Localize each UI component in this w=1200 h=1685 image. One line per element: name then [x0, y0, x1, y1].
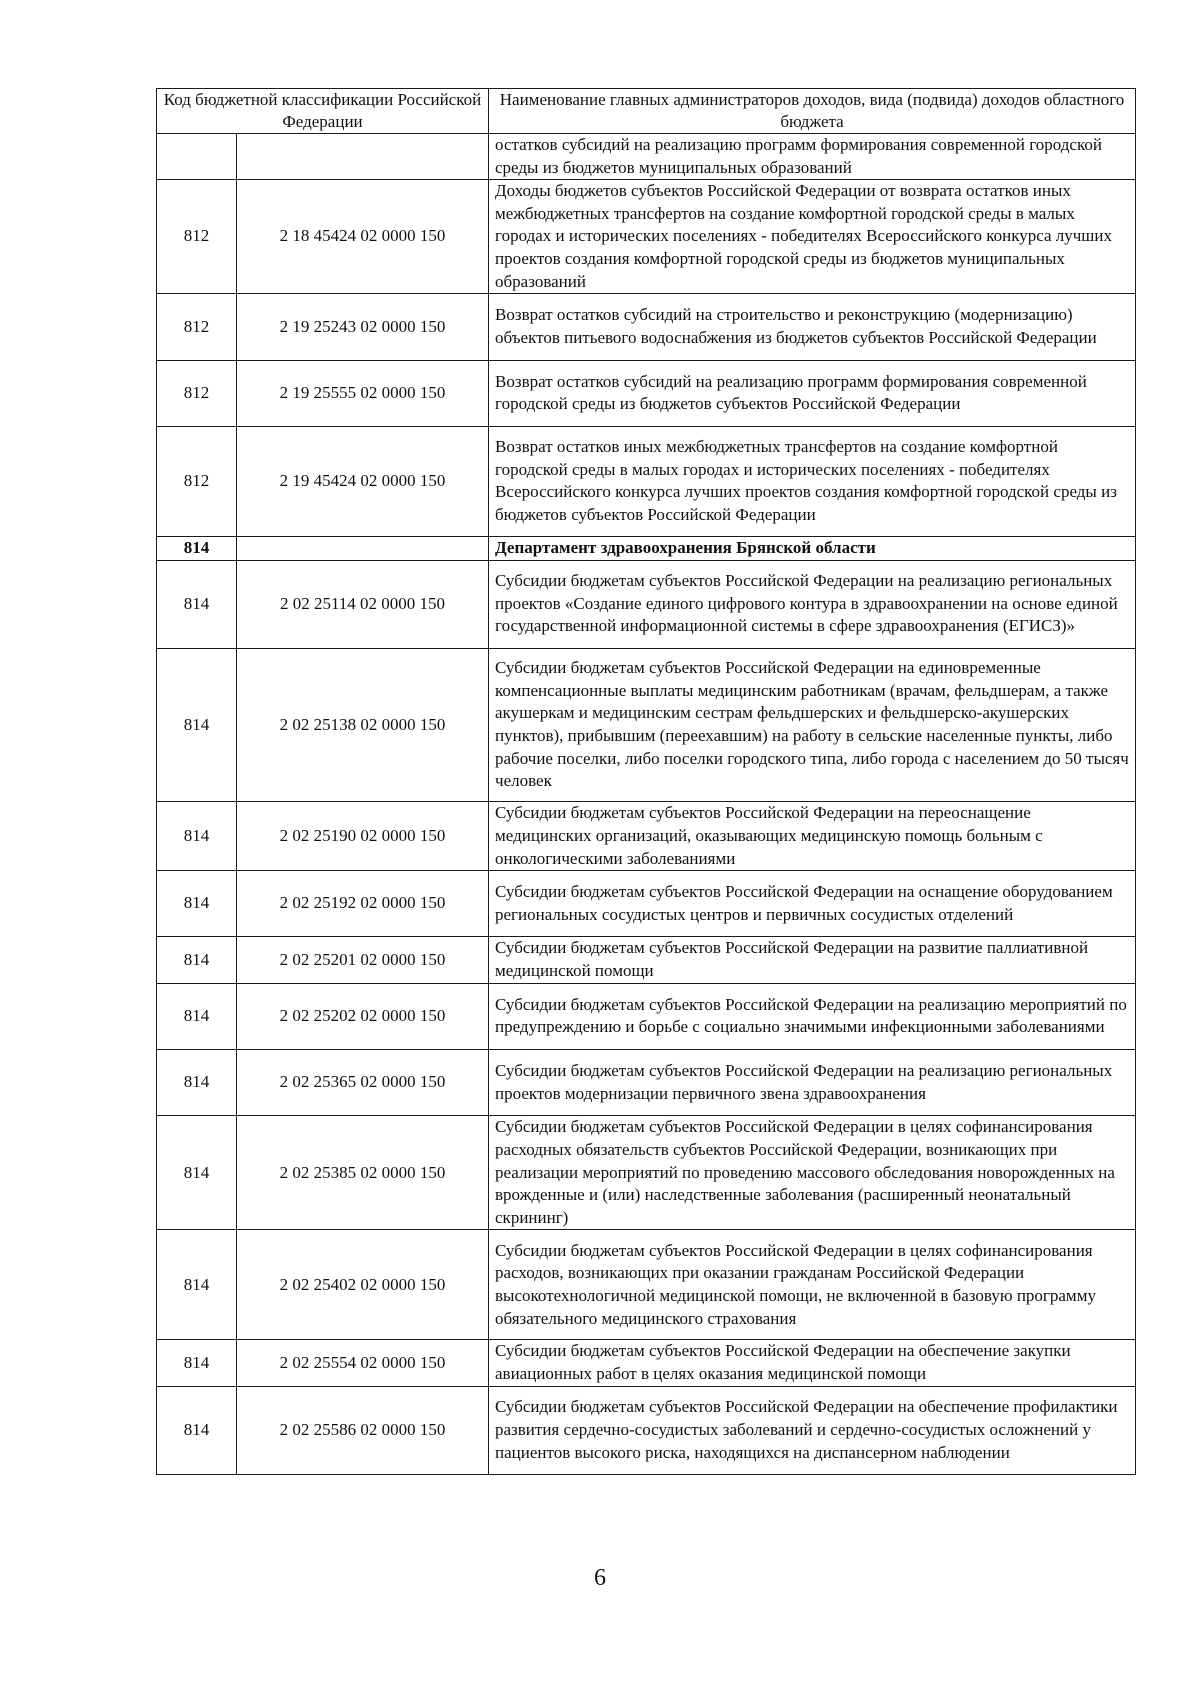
budget-code-cell: 2 02 25201 02 0000 150 [237, 937, 489, 983]
revenue-name-cell: Субсидии бюджетам субъектов Российской Федерации в целях софинансирования расходных обязательств субъектов Российской Федерации, возникающих при реализации мероприятий по проведению массового обследования новорожденных на врожденные и (или) наследственные заболевания (расширенный неонатальный скрининг) [489, 1116, 1136, 1230]
table-row [157, 937, 1136, 983]
budget-code-cell: 2 02 25586 02 0000 150 [237, 1386, 489, 1474]
budget-code-cell [237, 536, 489, 560]
admin-code-cell: 812 [157, 294, 237, 360]
budget-code-cell: 2 02 25190 02 0000 150 [237, 802, 489, 871]
revenue-name-cell: Субсидии бюджетам субъектов Российской Федерации на обеспечение закупки авиационных работ в целях оказания медицинской помощи [489, 1340, 1136, 1386]
revenue-name-cell: Департамент здравоохранения Брянской области [489, 536, 1136, 560]
table-row [157, 1386, 1136, 1474]
revenue-name-cell: Субсидии бюджетам субъектов Российской Федерации на переоснащение медицинских организаций, оказывающих медицинскую помощь больным с онкологическими заболеваниями [489, 802, 1136, 871]
table-row [157, 1050, 1136, 1116]
admin-code-cell: 814 [157, 1116, 237, 1230]
admin-code-cell: 814 [157, 871, 237, 937]
table-header-row [157, 89, 1136, 134]
budget-code-cell: 2 02 25114 02 0000 150 [237, 560, 489, 648]
budget-code-cell: 2 02 25365 02 0000 150 [237, 1050, 489, 1116]
revenue-name-cell: Субсидии бюджетам субъектов Российской Федерации на развитие паллиативной медицинской помощи [489, 937, 1136, 983]
admin-code-cell: 814 [157, 802, 237, 871]
table-body [157, 134, 1136, 1475]
revenue-name-cell: Субсидии бюджетам субъектов Российской Федерации на единовременные компенсационные выплаты медицинским работникам (врачам, фельдшерам, а также акушеркам и медицинским сестрам фельдшерских и фельдшерско-акушерских пунктов), прибывшим (переехавшим) на работу в сельские населенные пункты, либо рабочие поселки, либо поселки городского типа, либо города с населением до 50 тысяч человек [489, 648, 1136, 802]
admin-code-cell: 814 [157, 1386, 237, 1474]
page-number: 6 [594, 1565, 606, 1591]
admin-code-cell: 812 [157, 180, 237, 294]
budget-code-cell: 2 19 25243 02 0000 150 [237, 294, 489, 360]
budget-code-cell: 2 18 45424 02 0000 150 [237, 180, 489, 294]
admin-code-cell: 814 [157, 648, 237, 802]
header-code-column: Код бюджетной классификации Российской Федерации [157, 89, 489, 134]
admin-code-cell: 814 [157, 1230, 237, 1340]
budget-classification-table [156, 88, 1136, 1475]
budget-code-cell: 2 02 25192 02 0000 150 [237, 871, 489, 937]
budget-code-cell: 2 19 25555 02 0000 150 [237, 360, 489, 426]
table-row [157, 802, 1136, 871]
revenue-name-cell: Субсидии бюджетам субъектов Российской Федерации на реализацию региональных проектов модернизации первичного звена здравоохранения [489, 1050, 1136, 1116]
admin-code-cell: 814 [157, 536, 237, 560]
revenue-name-cell: Возврат остатков иных межбюджетных трансфертов на создание комфортной городской среды в малых городах и исторических поселениях - победителях Всероссийского конкурса лучших проектов создания комфортной городской среды из бюджетов субъектов Российской Федерации [489, 426, 1136, 536]
budget-code-cell: 2 02 25385 02 0000 150 [237, 1116, 489, 1230]
revenue-name-cell: Субсидии бюджетам субъектов Российской Федерации на обеспечение профилактики развития сердечно-сосудистых заболеваний и сердечно-сосудистых осложнений у пациентов высокого риска, находящихся на диспансерном наблюдении [489, 1386, 1136, 1474]
revenue-name-cell: Субсидии бюджетам субъектов Российской Федерации на оснащение оборудованием региональных сосудистых центров и первичных сосудистых отделений [489, 871, 1136, 937]
admin-code-cell: 814 [157, 937, 237, 983]
admin-code-cell: 814 [157, 1340, 237, 1386]
revenue-name-cell: Субсидии бюджетам субъектов Российской Федерации на реализацию региональных проектов «Создание единого цифрового контура в здравоохранении на основе единой государственной информационной системы в сфере здравоохранения (ЕГИСЗ)» [489, 560, 1136, 648]
table-row [157, 983, 1136, 1049]
admin-code-cell: 814 [157, 1050, 237, 1116]
table-row [157, 1116, 1136, 1230]
budget-code-cell: 2 02 25554 02 0000 150 [237, 1340, 489, 1386]
budget-code-cell: 2 02 25402 02 0000 150 [237, 1230, 489, 1340]
admin-code-cell: 812 [157, 360, 237, 426]
admin-code-cell: 814 [157, 560, 237, 648]
revenue-name-cell: остатков субсидий на реализацию программ формирования современной городской среды из бюджетов муниципальных образований [489, 134, 1136, 180]
revenue-name-cell: Возврат остатков субсидий на реализацию программ формирования современной городской среды из бюджетов субъектов Российской Федерации [489, 360, 1136, 426]
revenue-name-cell: Субсидии бюджетам субъектов Российской Федерации в целях софинансирования расходов, возникающих при оказании гражданам Российской Федерации высокотехнологичной медицинской помощи, не включенной в базовую программу обязательного медицинского страхования [489, 1230, 1136, 1340]
admin-code-cell [157, 134, 237, 180]
revenue-name-cell: Субсидии бюджетам субъектов Российской Федерации на реализацию мероприятий по предупреждению и борьбе с социально значимыми инфекционными заболеваниями [489, 983, 1136, 1049]
table-row [157, 536, 1136, 560]
table-row [157, 180, 1136, 294]
table-row [157, 648, 1136, 802]
budget-code-cell [237, 134, 489, 180]
revenue-name-cell: Возврат остатков субсидий на строительство и реконструкцию (модернизацию) объектов питьевого водоснабжения из бюджетов субъектов Российской Федерации [489, 294, 1136, 360]
table-row [157, 360, 1136, 426]
table-row [157, 560, 1136, 648]
revenue-name-cell: Доходы бюджетов субъектов Российской Федерации от возврата остатков иных межбюджетных трансфертов на создание комфортной городской среды в малых городах и исторических поселениях - победителях Всероссийского конкурса лучших проектов создания комфортной городской среды из бюджетов муниципальных образований [489, 180, 1136, 294]
table-row [157, 1340, 1136, 1386]
table-row [157, 871, 1136, 937]
table-row [157, 1230, 1136, 1340]
budget-code-cell: 2 19 45424 02 0000 150 [237, 426, 489, 536]
budget-code-cell: 2 02 25202 02 0000 150 [237, 983, 489, 1049]
budget-code-cell: 2 02 25138 02 0000 150 [237, 648, 489, 802]
table-row [157, 134, 1136, 180]
admin-code-cell: 812 [157, 426, 237, 536]
table-row [157, 426, 1136, 536]
table-row [157, 294, 1136, 360]
header-name-column: Наименование главных администраторов доходов, вида (подвида) доходов областного бюджета [489, 89, 1136, 134]
admin-code-cell: 814 [157, 983, 237, 1049]
